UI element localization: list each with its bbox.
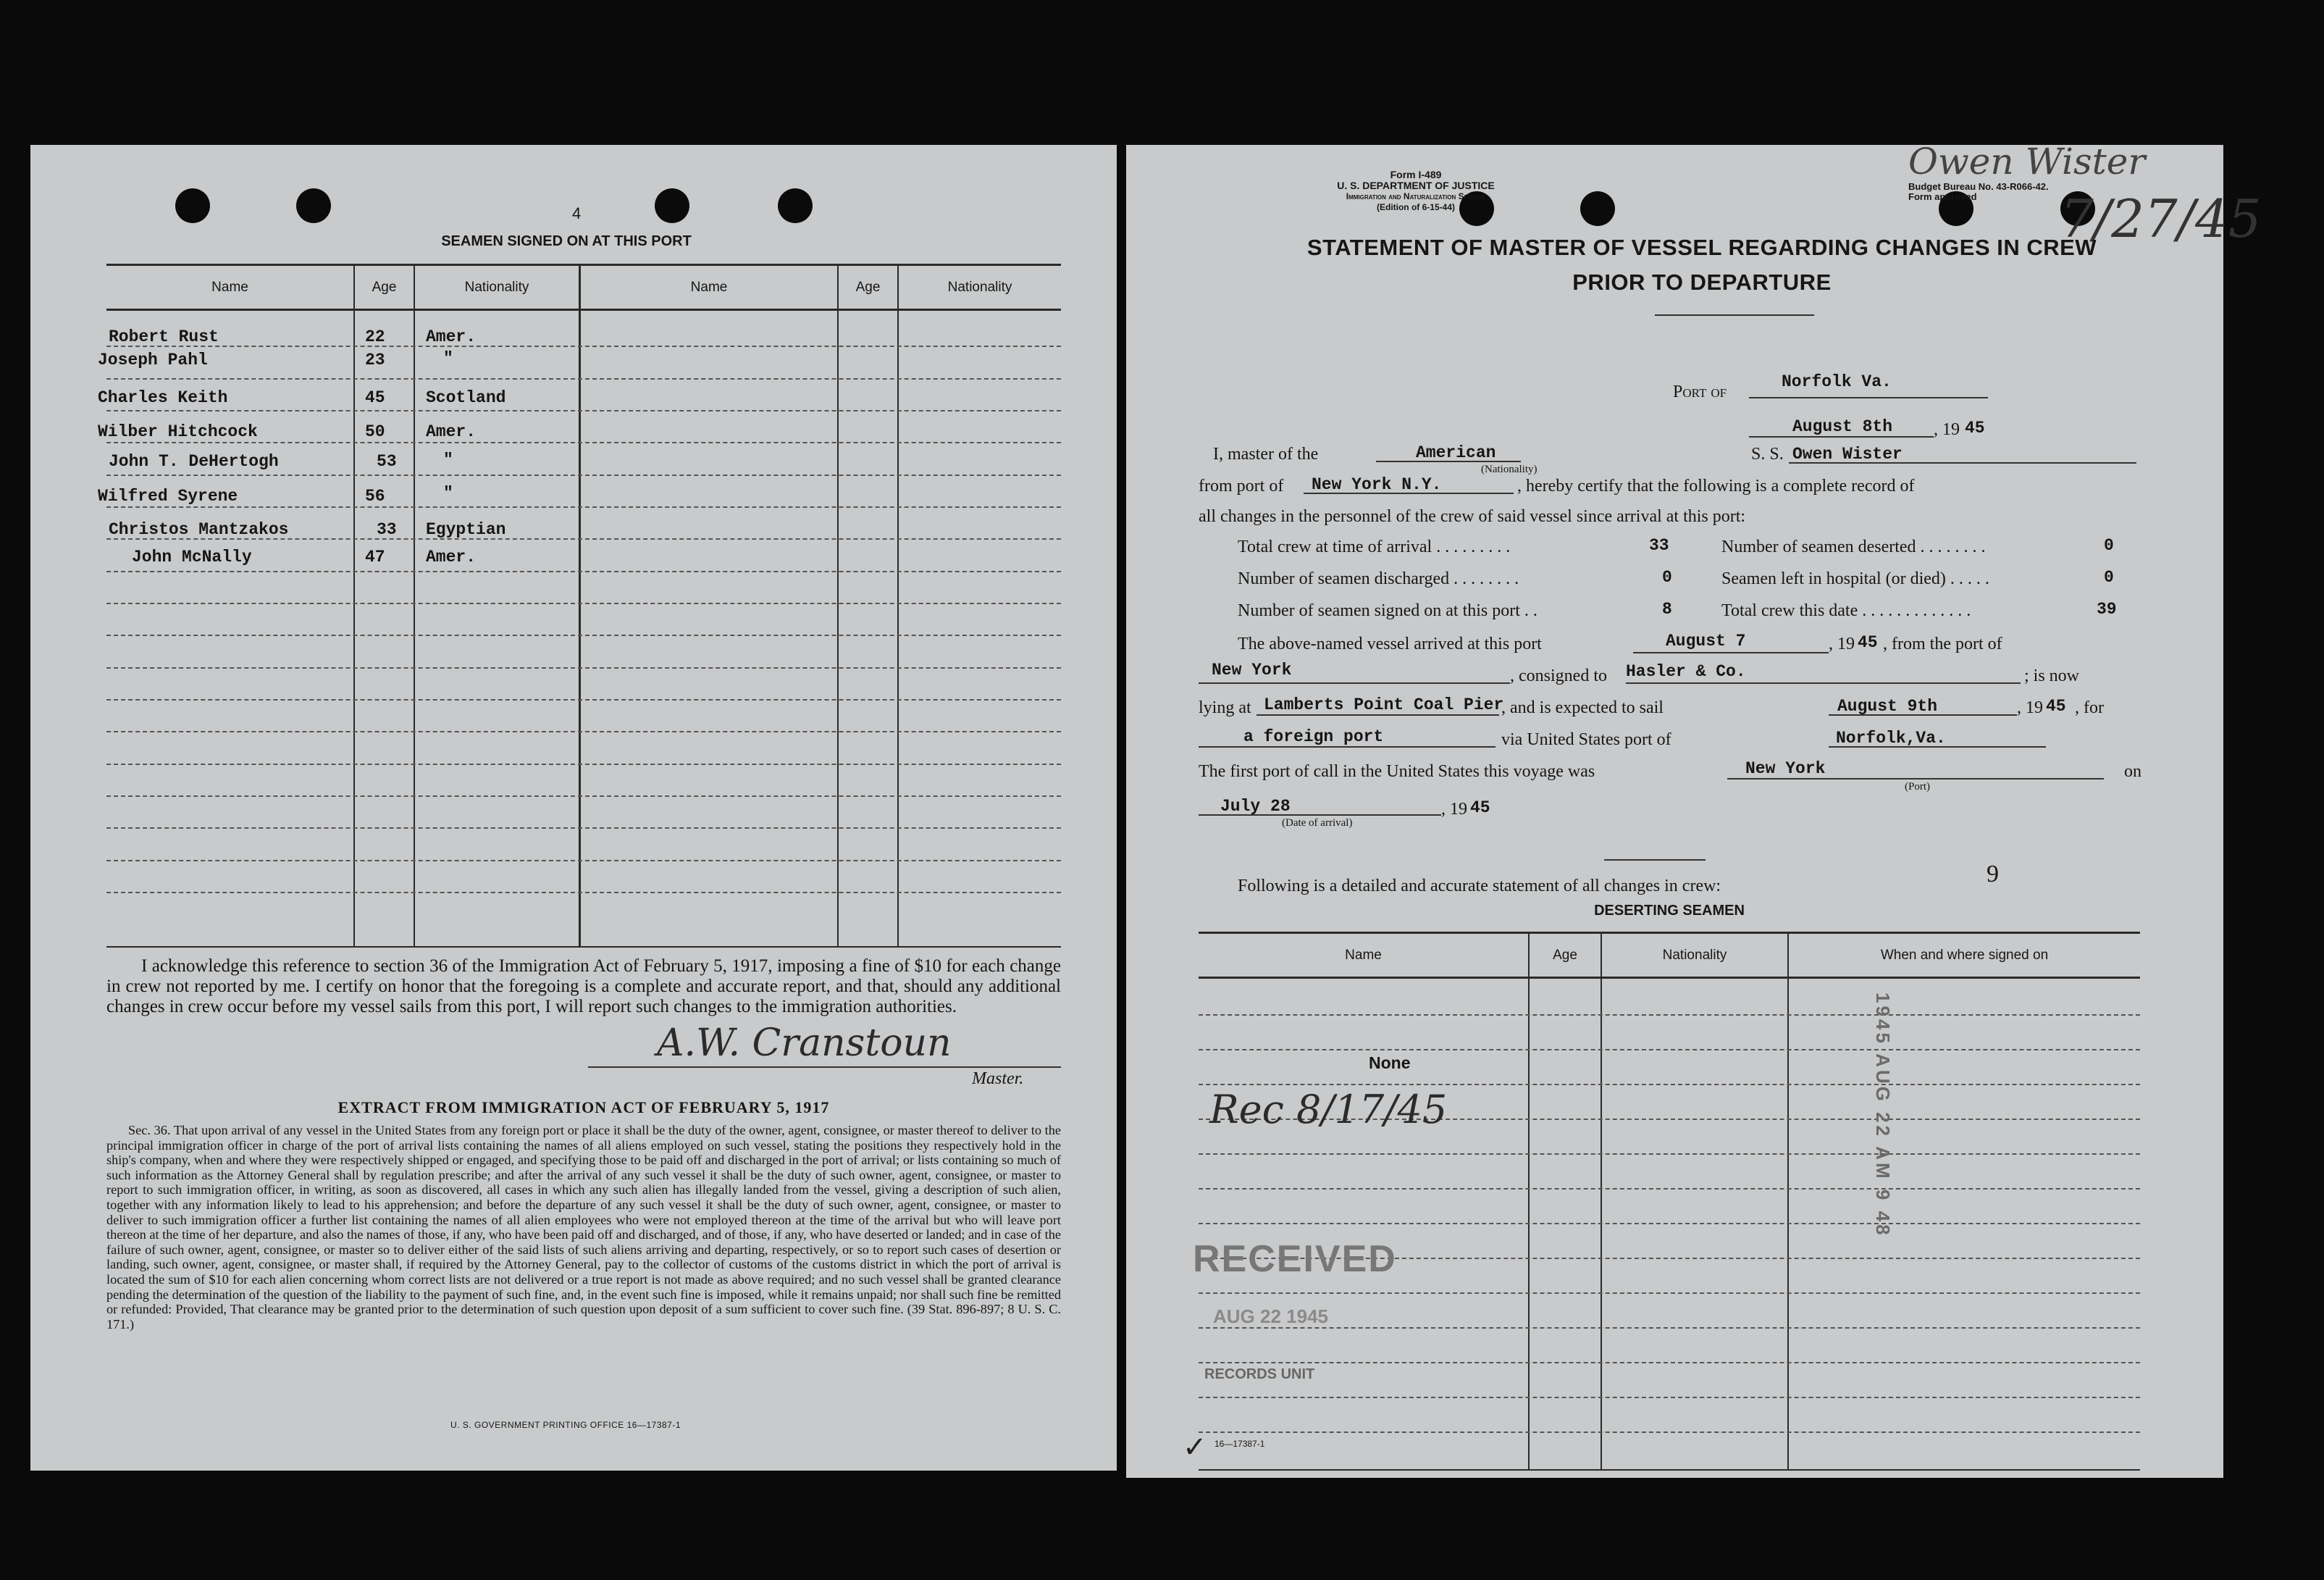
- row-rule: [1199, 1431, 2140, 1433]
- handwritten-received-note: Rec 8/17/45: [1209, 1087, 1448, 1132]
- form-footer: 16—17387-1: [1215, 1439, 1265, 1449]
- via-port-value: Norfolk,Va.: [1836, 729, 1946, 748]
- master-label: Master.: [972, 1069, 1024, 1088]
- row-rule: [1199, 1188, 2140, 1190]
- first-port-date-value: July 28: [1220, 797, 1291, 816]
- column-header-nationality-2: Nationality: [947, 280, 1012, 295]
- total-crew-date-value: 39: [2097, 600, 2117, 619]
- none-entry: None: [1369, 1053, 1411, 1072]
- fill-line: [1304, 493, 1514, 494]
- crew-name: Wilber Hitchcock: [98, 422, 258, 441]
- crew-nationality: ": [443, 349, 453, 368]
- form-title: STATEMENT OF MASTER OF VESSEL REGARDING CHANGES IN CREW: [1306, 235, 2097, 260]
- lying-at-value: Lamberts Point Coal Pier: [1264, 695, 1504, 714]
- fill-line: [1257, 714, 1499, 716]
- page-number: 4: [572, 204, 582, 222]
- separator-rule: [1604, 859, 1706, 861]
- signature-line: [588, 1066, 1061, 1068]
- vessel-nationality-value: American: [1416, 443, 1496, 462]
- row-rule: [106, 699, 1061, 701]
- crew-name: Charles Keith: [98, 388, 228, 407]
- crew-name: John T. DeHertogh: [109, 452, 279, 471]
- crew-nationality: Amer.: [426, 327, 477, 346]
- column-header-nationality: Nationality: [464, 280, 529, 295]
- row-rule: [106, 442, 1061, 443]
- year-value: 45: [1965, 419, 1985, 438]
- crew-nationality: Amer.: [426, 422, 477, 441]
- row-rule: [1199, 1362, 2140, 1363]
- now-label: ; is now: [2024, 666, 2080, 685]
- arrived-from-value: New York: [1212, 661, 1292, 680]
- crew-nationality: Egyptian: [426, 520, 506, 539]
- for-label: , for: [2075, 698, 2104, 717]
- received-stamp: RECEIVED: [1193, 1238, 1397, 1280]
- crew-name: Joseph Pahl: [98, 351, 208, 369]
- sail-date-value: August 9th: [1837, 697, 1938, 716]
- column-divider: [1601, 933, 1602, 1469]
- master-signature: A.W. Cranstoun: [657, 1021, 952, 1065]
- arrived-label: The above-named vessel arrived at this port: [1238, 635, 1542, 653]
- table-top-rule: [106, 264, 1061, 266]
- crew-nationality: Scotland: [426, 388, 506, 407]
- check-mark-icon: ✓: [1183, 1431, 1207, 1463]
- column-header-age-2: Age: [855, 280, 881, 295]
- punch-hole: [296, 188, 331, 223]
- certify-text: , hereby certify that the following is a complete record of: [1517, 477, 1915, 496]
- year-prefix: , 19: [1441, 800, 1467, 819]
- row-rule: [106, 731, 1061, 732]
- vessel-name-value: Owen Wister: [1792, 445, 1903, 464]
- via-port-label: via United States port of: [1501, 730, 1671, 749]
- destination-value: a foreign port: [1243, 727, 1384, 746]
- date-of-arrival-caption: (Date of arrival): [1282, 817, 1353, 829]
- arrived-date-value: August 7: [1666, 632, 1746, 651]
- year-value: 45: [1470, 798, 1490, 817]
- row-rule: [106, 860, 1061, 861]
- consigned-label: , consigned to: [1510, 666, 1607, 685]
- title-underline: [1655, 314, 1814, 316]
- date-value: August 8th: [1792, 417, 1893, 436]
- form-subtitle: PRIOR TO DEPARTURE: [1572, 269, 1832, 295]
- section-heading: SEAMEN SIGNED ON AT THIS PORT: [441, 233, 692, 249]
- row-rule: [106, 571, 1061, 572]
- year-value: 45: [1858, 633, 1878, 652]
- year-prefix: , 19: [1934, 420, 1960, 439]
- row-rule: [106, 506, 1061, 508]
- budget-bureau-number: Budget Bureau No. 43-R066-42.: [1908, 181, 2049, 192]
- total-crew-arrival-value: 33: [1649, 536, 1669, 555]
- received-stamp-date: AUG 22 1945: [1213, 1305, 1328, 1327]
- records-unit-stamp: RECORDS UNIT: [1204, 1366, 1315, 1382]
- crew-nationality: Amer.: [426, 548, 477, 567]
- crew-age: 33: [377, 520, 397, 539]
- column-divider: [414, 265, 415, 946]
- lying-label: lying at: [1199, 698, 1251, 717]
- from-port-label: from port of: [1199, 477, 1284, 496]
- row-rule: [1199, 1084, 2140, 1085]
- following-text: Following is a detailed and accurate statement of all changes in crew:: [1238, 877, 1721, 895]
- fill-line: [1633, 652, 1829, 653]
- column-header-age: Age: [1553, 948, 1577, 963]
- fill-line: [1749, 397, 1988, 398]
- column-header-name: Name: [1345, 948, 1382, 963]
- column-header-age: Age: [372, 280, 397, 295]
- row-rule: [1199, 1014, 2140, 1016]
- service-name: Immigration and Naturalization Service: [1346, 191, 1486, 201]
- fill-line: [1727, 778, 2104, 779]
- crew-age: 23: [365, 351, 385, 369]
- crew-nationality: ": [443, 484, 453, 503]
- seamen-deserted-value: 0: [2104, 536, 2114, 555]
- crew-age: 50: [365, 422, 385, 441]
- column-header-name-2: Name: [690, 280, 728, 295]
- row-rule: [1199, 1292, 2140, 1294]
- seamen-hospital-label: Seamen left in hospital (or died) . . . . .: [1721, 569, 1989, 588]
- crew-name: John McNally: [132, 548, 252, 567]
- fill-line: [1829, 714, 2017, 716]
- table-header-rule: [106, 309, 1061, 311]
- all-changes-text: all changes in the personnel of the crew of said vessel since arrival at this port:: [1199, 507, 1746, 526]
- on-label: on: [2124, 762, 2141, 781]
- row-rule: [106, 378, 1061, 380]
- seamen-discharged-label: Number of seamen discharged . . . . . . . .: [1238, 569, 1519, 588]
- total-crew-arrival-label: Total crew at time of arrival . . . . . . . . .: [1238, 538, 1511, 556]
- port-label: Port of: [1673, 383, 1727, 401]
- ss-label: S. S.: [1751, 445, 1784, 464]
- from-port-value: New York N.Y.: [1312, 475, 1442, 494]
- crew-name: Robert Rust: [109, 327, 219, 346]
- first-port-value: New York: [1745, 759, 1826, 778]
- crew-name: Wilfred Syrene: [98, 487, 238, 506]
- row-rule: [106, 795, 1061, 797]
- column-divider: [353, 265, 355, 946]
- row-rule: [106, 475, 1061, 476]
- row-rule: [106, 410, 1061, 411]
- row-rule: [106, 635, 1061, 636]
- crew-nationality: ": [443, 451, 453, 469]
- row-rule: [1199, 1153, 2140, 1155]
- table-bottom-rule: [1199, 1469, 2140, 1471]
- seamen-hospital-value: 0: [2104, 568, 2114, 587]
- punch-hole: [175, 188, 210, 223]
- extract-title: EXTRACT FROM IMMIGRATION ACT OF FEBRUARY 5, 1917: [337, 1098, 830, 1116]
- form-header: [1126, 170, 1706, 213]
- fill-line: [1376, 461, 1521, 462]
- seamen-discharged-value: 0: [1662, 568, 1672, 587]
- fill-line: [1789, 462, 2136, 464]
- year-prefix: , 19: [2017, 698, 2043, 717]
- fill-line: [1199, 814, 1441, 816]
- row-rule: [106, 667, 1061, 669]
- handwritten-vessel-name: Owen Wister: [1908, 141, 2146, 183]
- handwritten-date: 7/27/45: [2060, 188, 2262, 249]
- fill-line: [1626, 682, 2021, 684]
- consignee-value: Hasler & Co.: [1626, 662, 1746, 681]
- expected-sail-label: , and is expected to sail: [1501, 698, 1664, 717]
- table-top-rule: [1199, 932, 2140, 934]
- crew-name: Christos Mantzakos: [109, 520, 289, 539]
- row-rule: [106, 764, 1061, 765]
- port-value: Norfolk Va.: [1782, 372, 1892, 391]
- row-rule: [1199, 1049, 2140, 1050]
- seamen-deserted-label: Number of seamen deserted . . . . . . . .: [1721, 538, 1986, 556]
- fill-line: [1749, 436, 1934, 438]
- column-header-when-where: When and where signed on: [1880, 948, 2049, 963]
- deserting-seamen-title: DESERTING SEAMEN: [1594, 903, 1745, 919]
- crew-age: 53: [377, 452, 397, 471]
- column-divider: [1528, 933, 1530, 1469]
- row-rule: [106, 346, 1061, 347]
- row-rule: [1199, 1223, 2140, 1224]
- extract-text: Sec. 36. That upon arrival of any vessel in the United States from any foreign port or place it shall be the duty of the owner, agent, consignee, or master thereof to deliver to the principal immigration officer in charge of the port of arrival lists containing the names of all aliens employed on such vessel, stating the positions they respectively hold in the ship's company, when and where they were respectively shipped or engaged, and specifying those to be paid off and discharged in the port of arrival; or lists containing so much of such information as the Attorney General shall by regulation prescribe; and after the arrival of any such vessel it shall be the duty of such owner, agent, consignee, or master to report to such immigration officer, in writing, as soon as discovered, all cases in which any such alien has illegally landed from the vessel, giving a description of such alien, together with any information likely to lead to his apprehension; and before the departure of any such vessel it shall be the duty of such owner, agent, consignee, or master to deliver to such immigration officer a further list containing the names of all alien employees who were not employed thereon at the time of the arrival but who will leave port thereon at the time of her departure, and also the names of those, if any, who have been paid off and discharged, and of those, if any, who have deserted or landed; and in case of the failure of such owner, agent, consignee, or master so to deliver either of the said lists of such aliens arriving and departing, respectively, or so to report such cases of desertion or landing, such owner, agent, consignee, or master shall, if required by the Attorney General, pay to the collector of customs of the customs district in which the port of arrival is located the sum of $10 for each alien concerning whom correct lists are not delivered or a true report is not made as above required; and no such vessel shall be granted clearance pending the determination of the question of the liability to the payment of such fine, and, in the event such fine is imposed, while it remains unpaid; nor shall such fine be remitted or refunded: Provided, That clearance may be granted prior to the determination of such question upon deposit of a sum sufficient to cover such fine. (39 Stat. 896-897; 8 U. S. C. 171.): [106, 1123, 1061, 1332]
- fill-line: [1199, 682, 1510, 684]
- printing-office-footer: U. S. GOVERNMENT PRINTING OFFICE 16—17387-1: [450, 1420, 681, 1430]
- form-edition: (Edition of 6-15-44): [1376, 202, 1455, 212]
- row-rule: [106, 827, 1061, 829]
- department-name: U. S. DEPARTMENT OF JUSTICE: [1337, 180, 1495, 191]
- nationality-caption: (Nationality): [1481, 464, 1538, 475]
- column-divider: [579, 265, 581, 946]
- seamen-signed-on-label: Number of seamen signed on at this port . .: [1238, 601, 1538, 620]
- fill-line: [1829, 746, 2046, 748]
- seamen-signed-on-value: 8: [1662, 600, 1672, 619]
- row-rule: [106, 892, 1061, 893]
- form-approved: Form approved: [1908, 191, 1977, 202]
- left-page: [30, 145, 1117, 1471]
- row-rule: [1199, 1327, 2140, 1329]
- master-of-label: I, master of the: [1213, 445, 1319, 464]
- column-divider: [897, 265, 899, 946]
- column-header-name: Name: [211, 280, 248, 295]
- column-divider: [1787, 933, 1789, 1469]
- year-value: 45: [2046, 697, 2066, 716]
- vertical-date-stamp: 1945 AUG 22 AM 9 48: [1872, 992, 1894, 1238]
- first-port-label: The first port of call in the United States this voyage was: [1199, 762, 1595, 781]
- crew-age: 56: [365, 487, 385, 506]
- row-rule: [106, 603, 1061, 604]
- crew-age: 47: [365, 548, 385, 567]
- form-number: Form I-489: [1390, 169, 1442, 180]
- table-bottom-rule: [106, 946, 1061, 948]
- punch-hole: [778, 188, 813, 223]
- table-header-rule: [1199, 977, 2140, 979]
- from-the-port-label: , from the port of: [1883, 635, 2002, 653]
- crew-age: 45: [365, 388, 385, 407]
- fill-line: [1199, 746, 1496, 748]
- acknowledgment-text: I acknowledge this reference to section 36 of the Immigration Act of February 5, 1917, imposing a fine of $10 for each change in crew not reported by me. I certify on honor that the foregoing is a complete and accurate report, and that, should any additional changes in crew occur before my vessel sails from this port, I will report such changes to the immigration authorities.: [106, 956, 1061, 1016]
- column-header-nationality: Nationality: [1662, 948, 1727, 963]
- column-divider: [837, 265, 839, 946]
- year-prefix: , 19: [1829, 635, 1855, 653]
- right-page: [1126, 141, 2262, 1478]
- port-caption: (Port): [1905, 781, 1930, 793]
- row-rule: [1199, 1397, 2140, 1398]
- crew-age: 22: [365, 327, 385, 346]
- punch-hole: [655, 188, 689, 223]
- page-number: 9: [1987, 861, 1999, 887]
- total-crew-date-label: Total crew this date . . . . . . . . . . . . .: [1721, 601, 1971, 620]
